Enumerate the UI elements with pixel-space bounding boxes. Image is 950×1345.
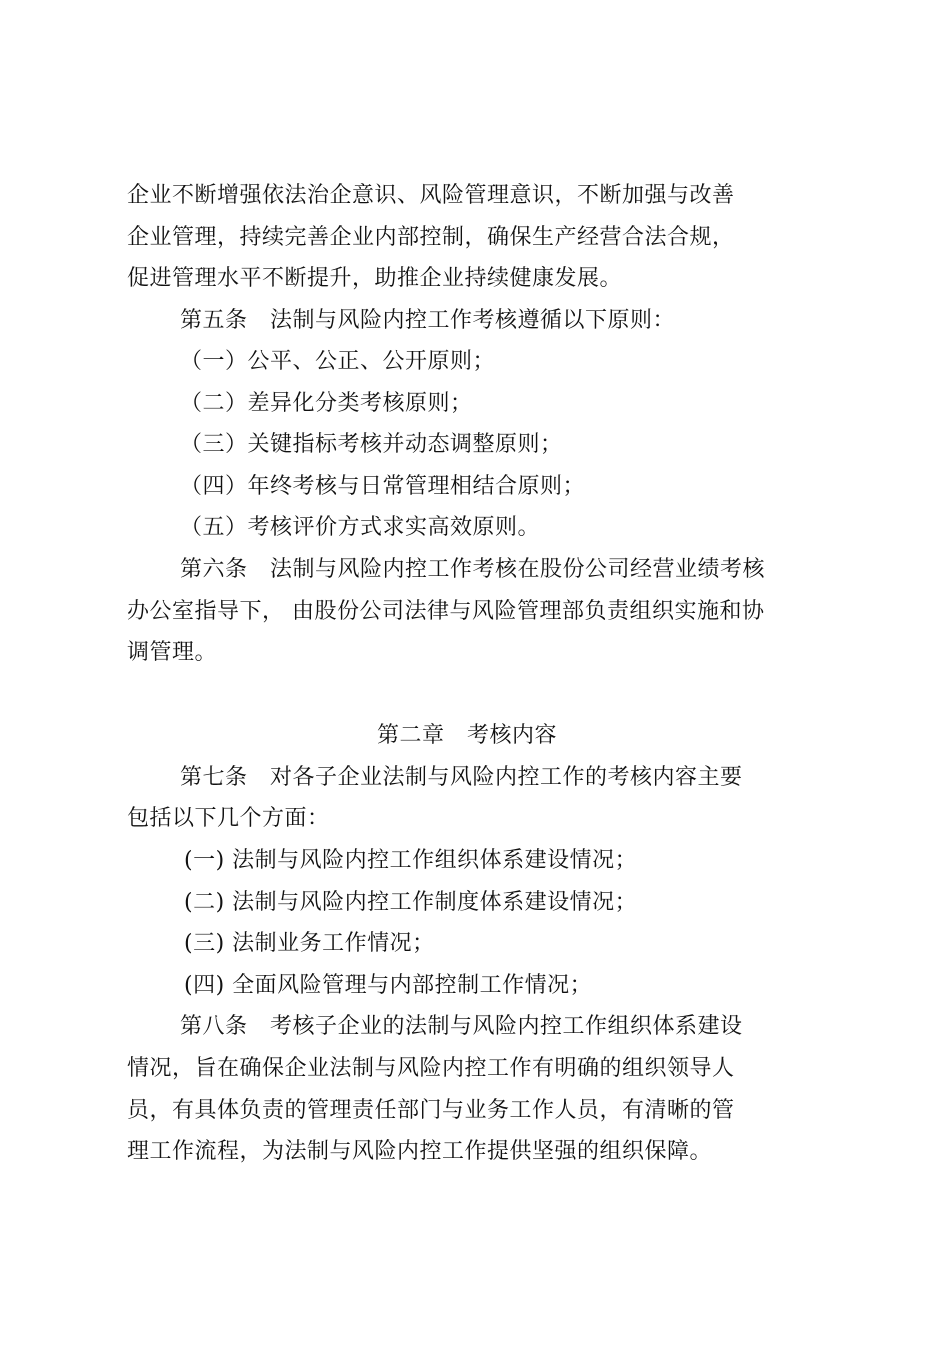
intro-line-1: 企业不断增强依法治企意识、风险管理意识，不断加强与改善: [127, 183, 735, 208]
article8-line-4: 理工作流程，为法制与风险内控工作提供坚强的组织保障。: [127, 1139, 713, 1164]
chapter-title: 第二章 考核内容: [377, 723, 558, 748]
article5-item-1: （一）公平、公正、公开原则；: [180, 349, 496, 374]
intro-line-2: 企业管理，持续完善企业内部控制，确保生产经营合法合规，: [127, 225, 735, 250]
article5-item-5: （五）考核评价方式求实高效原则。: [180, 515, 541, 540]
article8-line-1: 第八条 考核子企业的法制与风险内控工作组织体系建设: [180, 1014, 743, 1039]
article6-line-1: 第六条 法制与风险内控工作考核在股份公司经营业绩考核: [180, 557, 766, 582]
article5-heading: 第五条 法制与风险内控工作考核遵循以下原则：: [180, 308, 676, 333]
article6-line-3: 调管理。: [127, 640, 218, 665]
article8-line-2: 情况，旨在确保企业法制与风险内控工作有明确的组织领导人: [127, 1056, 735, 1081]
article7-item-2: (二) 法制与风险内控工作制度体系建设情况；: [184, 890, 638, 915]
article7-item-1: (一) 法制与风险内控工作组织体系建设情况；: [184, 848, 638, 873]
article7-item-3: (三) 法制业务工作情况；: [184, 931, 435, 956]
article7-item-4: (四) 全面风险管理与内部控制工作情况；: [184, 973, 593, 998]
intro-line-3: 促进管理水平不断提升，助推企业持续健康发展。: [127, 266, 623, 291]
article7-line-2: 包括以下几个方面：: [127, 806, 330, 831]
article6-line-2: 办公室指导下， 由股份公司法律与风险管理部负责组织实施和协: [127, 599, 765, 624]
article7-line-1: 第七条 对各子企业法制与风险内控工作的考核内容主要: [180, 765, 743, 790]
article5-item-3: （三）关键指标考核并动态调整原则；: [180, 432, 563, 457]
article5-item-2: （二）差异化分类考核原则；: [180, 391, 473, 416]
article5-item-4: （四）年终考核与日常管理相结合原则；: [180, 474, 586, 499]
article8-line-3: 员，有具体负责的管理责任部门与业务工作人员，有清晰的管: [127, 1098, 735, 1123]
